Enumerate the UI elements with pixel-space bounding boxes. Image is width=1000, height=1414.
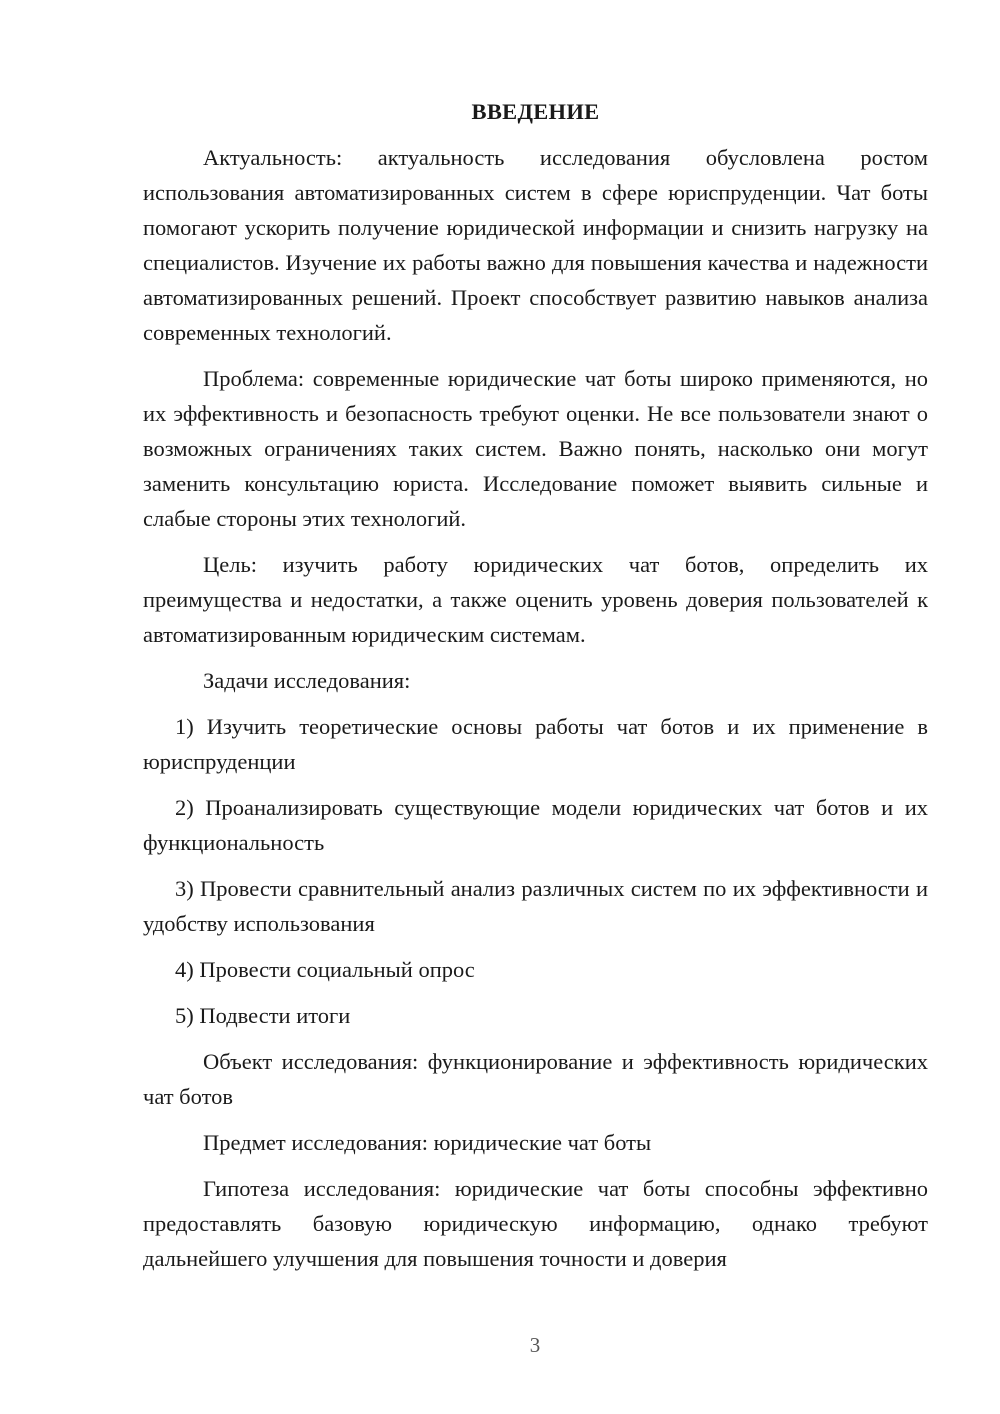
problem-paragraph: Проблема: современные юридические чат боты широко применяются, но их эффективность и безопасность требуют оценки. Не все пользователи знают о возможных ограничениях таких систем. Важно понять, насколько они могут заменить консультацию юриста. Исследование поможет выявить сильные и слабые стороны этих технологий. [143,366,928,531]
relevance-paragraph: Актуальность: актуальность исследования обусловлена ростом использования автоматизированных систем в сфере юриспруденции. Чат боты помогают ускорить получение юридической информации и снизить нагрузку на специалистов. Изучение их работы важно для повышения качества и надежности автоматизированных решений. Проект способствует развитию навыков анализа современных технологий. [143,145,928,345]
page-number: 3 [529,1333,541,1357]
list-item: 1) Изучить теоретические основы работы чат ботов и их применение в юриспруденции [143,714,928,774]
list-item: 2) Проанализировать существующие модели юридических чат ботов и их функциональность [143,795,928,855]
list-item: 3) Провести сравнительный анализ различных систем по их эффективности и удобству использования [143,876,928,936]
list-item: 5) Подвести итоги [175,1003,351,1028]
tasks-heading: Задачи исследования: [203,668,411,693]
hypothesis-paragraph: Гипотеза исследования: юридические чат боты способны эффективно предоставлять базовую юридическую информацию, однако требуют дальнейшего улучшения для повышения точности и доверия [143,1176,928,1271]
subject-paragraph: Предмет исследования: юридические чат боты [203,1130,652,1155]
document-page [143,94,928,1287]
tasks-list [143,709,928,1033]
object-paragraph: Объект исследования: функционирование и эффективность юридических чат ботов [143,1049,928,1109]
list-item: 4) Провести социальный опрос [175,957,475,982]
goal-paragraph: Цель: изучить работу юридических чат ботов, определить их преимущества и недостатки, а также оценить уровень доверия пользователей к автоматизированным юридическим системам. [143,552,928,647]
page-title: ВВЕДЕНИЕ [471,99,600,124]
